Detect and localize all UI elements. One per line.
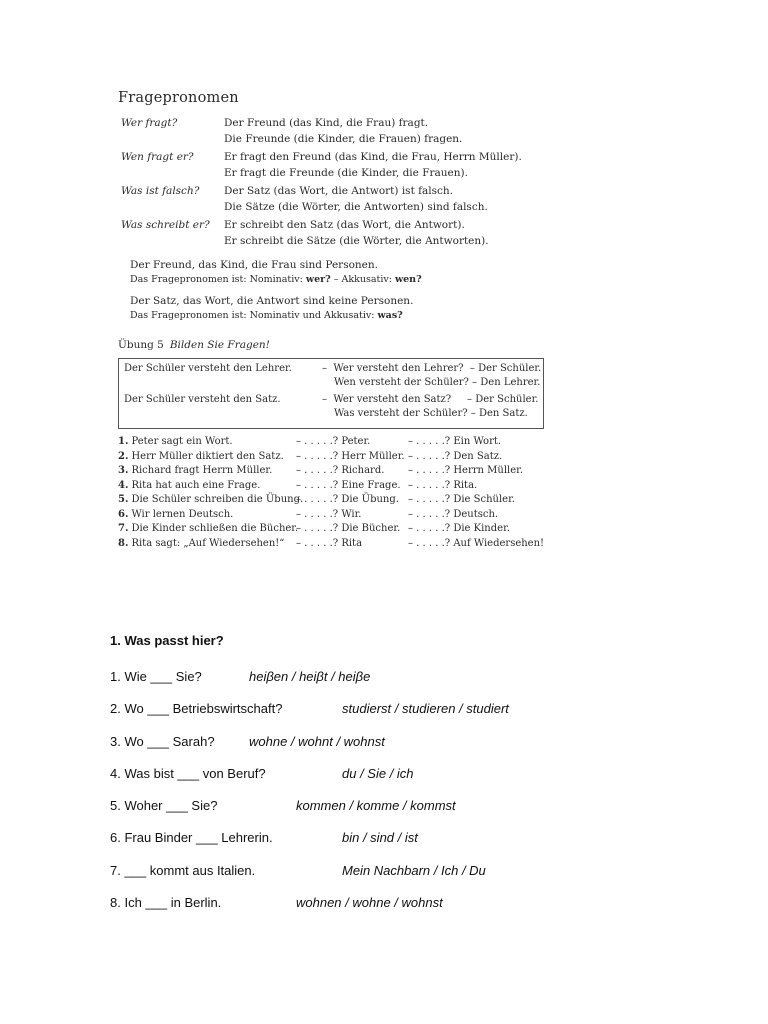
pronoun-answers	[224, 150, 548, 181]
pronoun-answers	[224, 184, 548, 215]
answer-options: heiβen / heiβt / heiβe	[249, 669, 371, 684]
answer-options: Mein Nachbarn / Ich / Du	[342, 862, 486, 878]
pronoun-example-row	[118, 150, 548, 181]
scanned-textbook-excerpt	[118, 90, 548, 551]
pronoun-question: Wer fragt?	[121, 117, 178, 129]
item-sentence: Peter sagt ein Wort.	[131, 436, 233, 447]
item-blank-b: – . . . . .? Die Kinder.	[408, 523, 510, 534]
exercise-heading	[118, 339, 548, 351]
answer-singular: Er fragt den Freund (das Kind, die Frau, Herrn Müller).	[224, 151, 522, 163]
item-blank-a: – . . . . .? Peter.	[296, 436, 371, 447]
exercise-question	[110, 734, 670, 766]
answer-plural: Er schreibt die Sätze (die Wörter, die Antworten).	[224, 234, 489, 247]
item-blank-a: – . . . . .? Eine Frage.	[296, 479, 401, 491]
answer-singular: Der Satz (das Wort, die Antwort) ist falsch.	[224, 185, 454, 197]
example-sentence: Der Schüler versteht den Lehrer.	[124, 363, 292, 374]
exercise-label: Übung 5	[118, 339, 164, 351]
example-question-1: – Wer versteht den Satz? – Der Schüler.	[322, 394, 539, 405]
item-sentence: Rita sagt: „Auf Wiedersehen!“	[131, 537, 285, 549]
item-blank-a: – . . . . .? Die Übung.	[296, 494, 399, 505]
item-sentence: Die Schüler schreiben die Übung.	[131, 494, 304, 505]
grammar-rules	[118, 258, 548, 323]
example-sentence: Der Schüler versteht den Satz.	[124, 394, 281, 405]
item-blank-a: – . . . . .? Rita	[296, 537, 363, 549]
answer-options: bin / sind / ist	[342, 830, 418, 846]
item-number: 6.	[118, 508, 129, 520]
exercise-question	[110, 669, 670, 701]
exercise-question	[110, 830, 670, 862]
item-number: 8.	[118, 537, 129, 549]
rule-persons	[130, 258, 548, 287]
exercise-question	[110, 798, 670, 830]
rule-summary: Das Fragepronomen ist: Nominativ und Akkusativ: was?	[130, 309, 403, 321]
question-text: 2. Wo ___ Betriebswirtschaft?	[110, 701, 283, 717]
item-blank-b: – . . . . .? Deutsch.	[408, 508, 499, 520]
answer-singular: Er schreibt den Satz (das Wort, die Antwort).	[224, 219, 465, 231]
exercise-item	[118, 508, 548, 523]
answer-options: du / Sie / ich	[342, 765, 414, 781]
answer-options: wohne / wohnt / wohnst	[249, 733, 385, 749]
item-blank-a: – . . . . .? Richard.	[296, 465, 385, 476]
question-text: 3. Wo ___ Sarah?	[110, 733, 215, 749]
exercise-item	[118, 493, 548, 508]
exercise-item	[118, 450, 548, 465]
question-text: 4. Was bist ___ von Beruf?	[110, 765, 266, 781]
item-sentence: Herr Müller diktiert den Satz.	[131, 450, 284, 462]
pronoun-example-row	[118, 116, 548, 147]
pronoun-answers	[224, 116, 548, 147]
exercise-item	[118, 479, 548, 494]
exercise-item	[118, 464, 548, 479]
exercise-question	[110, 701, 670, 733]
fill-in-exercise	[110, 633, 670, 927]
example-question-2: Wen versteht der Schüler? – Den Lehrer.	[334, 377, 541, 388]
rule-non-persons	[130, 294, 548, 323]
item-blank-b: – . . . . .? Ein Wort.	[408, 436, 502, 447]
item-number: 7.	[118, 523, 129, 534]
question-text: 5. Woher ___ Sie?	[110, 798, 218, 814]
rule-statement: Der Satz, das Wort, die Antwort sind keine Personen.	[130, 295, 414, 307]
item-number: 3.	[118, 465, 129, 476]
exercise-item	[118, 435, 548, 450]
item-number: 1.	[118, 436, 129, 447]
item-sentence: Richard fragt Herrn Müller.	[131, 465, 273, 476]
item-blank-a: – . . . . .? Herr Müller.	[296, 450, 405, 462]
item-blank-a: – . . . . .? Die Bücher.	[296, 523, 401, 534]
pronoun-examples	[118, 116, 548, 249]
exercise-question	[110, 766, 670, 798]
item-sentence: Die Kinder schließen die Bücher.	[131, 523, 299, 534]
item-sentence: Wir lernen Deutsch.	[131, 508, 234, 520]
item-number: 4.	[118, 479, 129, 491]
pronoun-answers	[224, 218, 548, 249]
exercise-title: 1. Was passt hier?	[110, 633, 224, 648]
pronoun-example-row	[118, 184, 548, 215]
item-blank-b: – . . . . .? Auf Wiedersehen!	[408, 537, 545, 549]
example-box	[118, 358, 544, 429]
item-blank-b: – . . . . .? Rita.	[408, 479, 478, 491]
example-question-2: Was versteht der Schüler? – Den Satz.	[334, 408, 528, 419]
answer-plural: Die Sätze (die Wörter, die Antworten) sind falsch.	[224, 200, 488, 213]
pronoun-question: Wen fragt er?	[121, 151, 194, 163]
exercise-instruction: Bilden Sie Fragen!	[169, 339, 270, 351]
exercise-question	[110, 863, 670, 895]
pronoun-question: Was schreibt er?	[121, 219, 210, 231]
example-questions	[322, 362, 541, 390]
question-text: 6. Frau Binder ___ Lehrerin.	[110, 830, 273, 846]
question-text: 7. ___ kommt aus Italien.	[110, 862, 256, 878]
exercise-item	[118, 537, 548, 552]
pronoun-example-row	[118, 218, 548, 249]
example-row	[119, 393, 543, 421]
example-question-1: – Wer versteht den Lehrer? – Der Schüler.	[322, 363, 542, 374]
answer-plural: Die Freunde (die Kinder, die Frauen) fragen.	[224, 132, 463, 145]
answer-singular: Der Freund (das Kind, die Frau) fragt.	[224, 117, 429, 129]
answer-options: kommen / komme / kommst	[296, 798, 456, 814]
pronoun-question: Was ist falsch?	[121, 185, 200, 197]
item-sentence: Rita hat auch eine Frage.	[131, 479, 261, 491]
example-row	[119, 362, 543, 390]
exercise-items	[118, 435, 548, 551]
answer-plural: Er fragt die Freunde (die Kinder, die Frauen).	[224, 166, 468, 179]
exercise-question	[110, 895, 670, 927]
item-blank-b: – . . . . .? Den Satz.	[408, 450, 503, 462]
question-text: 8. Ich ___ in Berlin.	[110, 895, 222, 911]
exercise-item	[118, 522, 548, 537]
answer-options: studierst / studieren / studiert	[342, 701, 509, 717]
example-questions	[322, 393, 538, 421]
item-blank-a: – . . . . .? Wir.	[296, 508, 362, 520]
answer-options: wohnen / wohne / wohnst	[296, 895, 443, 911]
item-blank-b: – . . . . .? Die Schüler.	[408, 494, 515, 505]
item-number: 2.	[118, 450, 129, 462]
item-blank-b: – . . . . .? Herrn Müller.	[408, 465, 523, 476]
rule-statement: Der Freund, das Kind, die Frau sind Personen.	[130, 259, 378, 271]
rule-summary: Das Fragepronomen ist: Nominativ: wer? – Akkusativ: wen?	[130, 273, 422, 285]
section-title: Fragepronomen	[118, 90, 239, 106]
item-number: 5.	[118, 494, 129, 505]
question-text: 1. Wie ___ Sie?	[110, 669, 202, 684]
